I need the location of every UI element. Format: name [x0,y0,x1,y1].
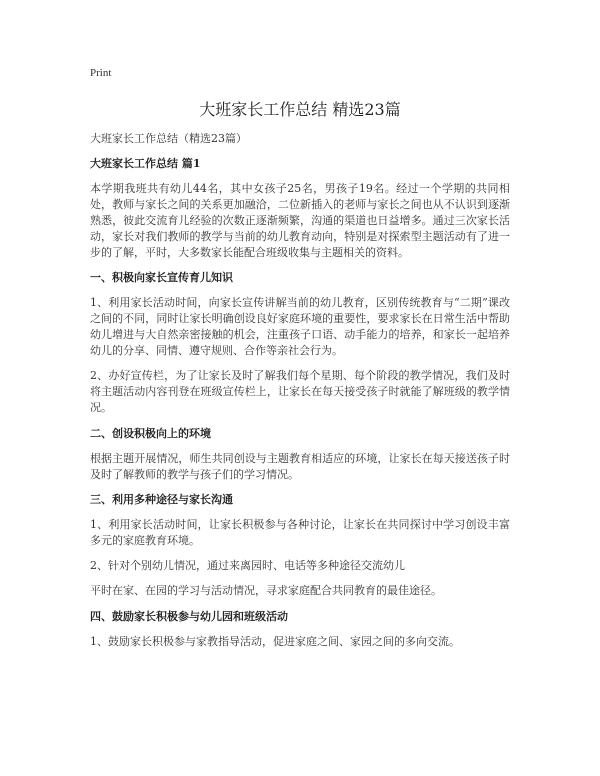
section-heading-2: 一、积极向家长宣传育儿知识 [90,271,233,284]
paragraph-1: 本学期我班共有幼儿44名，其中女孩子25名，男孩子19名。经过一个学期的共同相处，教师与家长之间的关系更加融洽，二位新插入的老师与家长之间也从不认识到逐渐熟悉，彼此交流育儿经验的次数正逐渐频繁，沟通的渠道也日益增多。通过三次家长活动，家长对我们教师的教学与当前的幼儿教育动向，特别是对探索型主题活动有了进一步的了解，平时，大多数家长能配合班级收集与主题相关的资料。 [90,182,510,259]
paragraph-8: 1、鼓励家长积极参与家教指导活动，促进家庭之间、家园之间的多向交流。 [90,635,460,648]
paragraph-6: 2、针对个别幼儿情况，通过来离园时、电话等多种途径交流幼儿 [90,559,405,572]
section-heading-4: 三、利用多种途径与家长沟通 [90,493,233,506]
document-page [90,66,510,650]
paragraph-7: 平时在家、在园的学习与活动情况，寻求家庭配合共同教育的最佳途径。 [90,584,442,597]
paragraph-4: 根据主题开展情况，师生共同创设与主题教育相适应的环境，让家长在每天接送孩子时及时了解教师的教学与孩子们的学习情况。 [90,452,510,481]
paragraph-3: 2、办好宣传栏，为了让家长及时了解我们每个星期、每个阶段的教学情况，我们及时将主题活动内容刊登在班级宣传栏上，让家长在每天接受孩子时就能了解班级的教学情况。 [90,369,510,414]
page-subtitle: 大班家长工作总结（精选23篇） [90,132,247,145]
print-link[interactable]: Print [90,67,112,79]
section-heading-3: 二、创设积极向上的环境 [90,427,211,440]
page-title: 大班家长工作总结 精选23篇 [199,100,401,119]
paragraph-2: 1、利用家长活动时间，向家长宣传讲解当前的幼儿教育，区别传统教育与“二期”课改之间的不同，同时让家长明确创设良好家庭环境的重要性，要求家长在日常生活中帮助幼儿增进与大自然亲密接触的机会，注重孩子口语、动手能力的培养，和家长一起培养幼儿的分享、同情、遵守规则、合作等亲社会行为。 [90,296,510,357]
paragraph-5: 1、利用家长活动时间，让家长积极参与各种讨论，让家长在共同探讨中学习创设丰富多元的家庭教育环境。 [90,518,510,547]
section-heading-1: 大班家长工作总结 篇1 [90,157,201,170]
section-heading-5: 四、鼓励家长积极参与幼儿园和班级活动 [90,610,288,623]
